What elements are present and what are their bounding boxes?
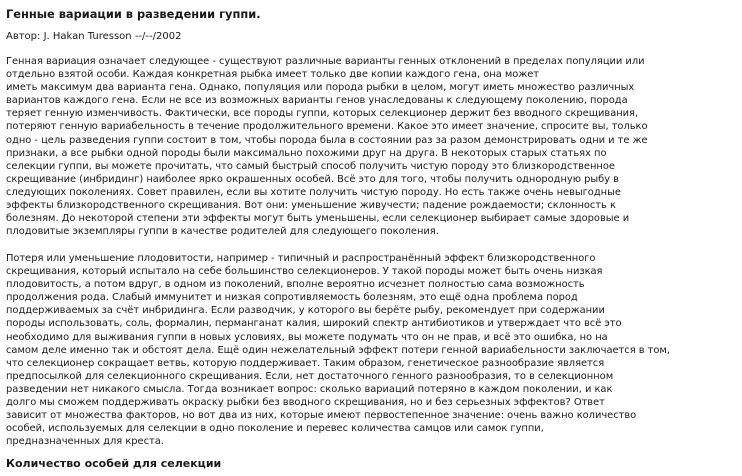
paragraph-line: предназначенных для креста. bbox=[6, 436, 164, 448]
paragraph-line: отдельно взятой особи. Каждая конкретная рыбка имеет только две копии каждого гена, она может bbox=[6, 69, 539, 81]
paragraph-line: породы использовать, соль, формалин, перманганат калия, широкий спектр антибиотиков и утверждает что всё это bbox=[6, 318, 622, 330]
paragraph-line: поддерживаемых за счёт инбридинга. Если разводчик, у которого вы берёте рыбу, рекомендует при содержании bbox=[6, 305, 605, 317]
paragraph-line: селекции гуппи, вы можете прочитать, что самый быстрый способ получить чистую породу это близкородственное bbox=[6, 160, 615, 172]
paragraph-line: болезням. До некоторой степени эти эффекты могут быть уменьшены, если селекционер выбирает самые здоровые и bbox=[6, 213, 630, 225]
paragraph-line: предпосылкой для селекционного скрещивания. Если, нет достаточного генного разнообразия, то в селекционном bbox=[6, 370, 614, 382]
paragraph-line: вариантов каждого гена. Если не все из возможных варианты генов унаследованы к следующему поколению, порода bbox=[6, 95, 628, 107]
paragraph-line: зависит от множества факторов, но вот два из них, которые имеют первостепенное значение: очень важно количество bbox=[6, 410, 637, 422]
paragraph-line: следующих поколениях. Совет правилен, если вы хотите получить чистую породу. Но есть также очень невыгодные bbox=[6, 186, 621, 198]
paragraph-line: потеряют генную вариабельность в течение продолжительного времени. Какое это имеет значение, спросите вы, только bbox=[6, 121, 648, 133]
paragraph-line: необходимо для выживания гуппи в новых условиях, вы можете подумать что он не прав, и всё это ошибка, но на bbox=[6, 331, 608, 343]
paragraph-line: Потеря или уменьшение плодовитости, например - типичный и распространённый эффект близкородственного bbox=[6, 253, 596, 264]
paragraph-line: долго мы сможем поддерживать окраску рыбки без вводного скрещивания, но и без серьезных эффектов? Ответ bbox=[6, 397, 605, 409]
paragraph-line: признаки, а все рыбки одной породы были максимально похожими друг на друга. В некоторых старых статьях по bbox=[6, 147, 607, 159]
paragraph-line: эффекты близкородственного скрещивания. Вот они: уменьшение живучести; падение рождаемости; склонность к bbox=[6, 200, 616, 212]
paragraph-line: иметь максимум два варианта гена. Однако, популяция или порода рыбки в целом, могут иметь множество различных bbox=[6, 82, 635, 94]
paragraph-line: продолжения рода. Слабый иммунитет и низкая сопротивляемость болезням, это ещё одна проблема пород bbox=[6, 292, 578, 304]
paragraph-line: плодовитые экземпляры гуппи в качестве родителей для следующего поколения. bbox=[6, 226, 439, 238]
paragraph-line: что селекционер сокращает ветвь, которую поддерживает. Таким образом, генетическое разнообразие является bbox=[6, 357, 605, 369]
paragraph-line: разведении нет никакого смысла. Тогда возникает вопрос: сколько вариаций потеряно в каждом поколении, и как bbox=[6, 383, 613, 395]
paragraph-line: особей, используемых для селекции в одно поколение и перевес количества самцов или самок гуппи, bbox=[6, 423, 544, 435]
paragraph-line: теряет генную изменчивость. Фактически, все породы гуппи, которых селекционер держит без вводного скрещивания, bbox=[6, 108, 639, 120]
paragraph-line: Генная вариация означает следующее - существуют различные варианты генных отклонений в пределах популяции или bbox=[6, 56, 645, 67]
paragraph-line: одно - цель разведения гуппи состоит в том, чтобы порода была в состоянии раз за разом демонстрировать одни и те же bbox=[6, 134, 648, 146]
paragraph-line: скрещивания, который испытало на себе большинство селекционеров. У такой породы может быть очень низкая bbox=[6, 266, 603, 278]
paragraph-line: самом деле именно так и обстоят дела. Ещё один нежелательный эффект потери генной вариабельности заключается в том, bbox=[6, 344, 670, 356]
section-heading: Количество особей для селекции bbox=[6, 457, 222, 470]
paragraph-2 bbox=[6, 252, 736, 448]
article-title: Генные вариации в разведении гуппи. bbox=[6, 7, 261, 21]
paragraph-line: скрещивание (инбридинг) наиболее ярко окрашенных особей. Всё это для того, чтобы получить однородную рыбу в bbox=[6, 173, 619, 185]
paragraph-1 bbox=[6, 55, 736, 238]
paragraph-line: плодовитость, а потом вдруг, в одном из поколений, вполне вероятно исчезнет полностью сама возможность bbox=[6, 279, 585, 291]
author-line: Автор: J. Hakan Turesson --/--/2002 bbox=[6, 31, 182, 42]
